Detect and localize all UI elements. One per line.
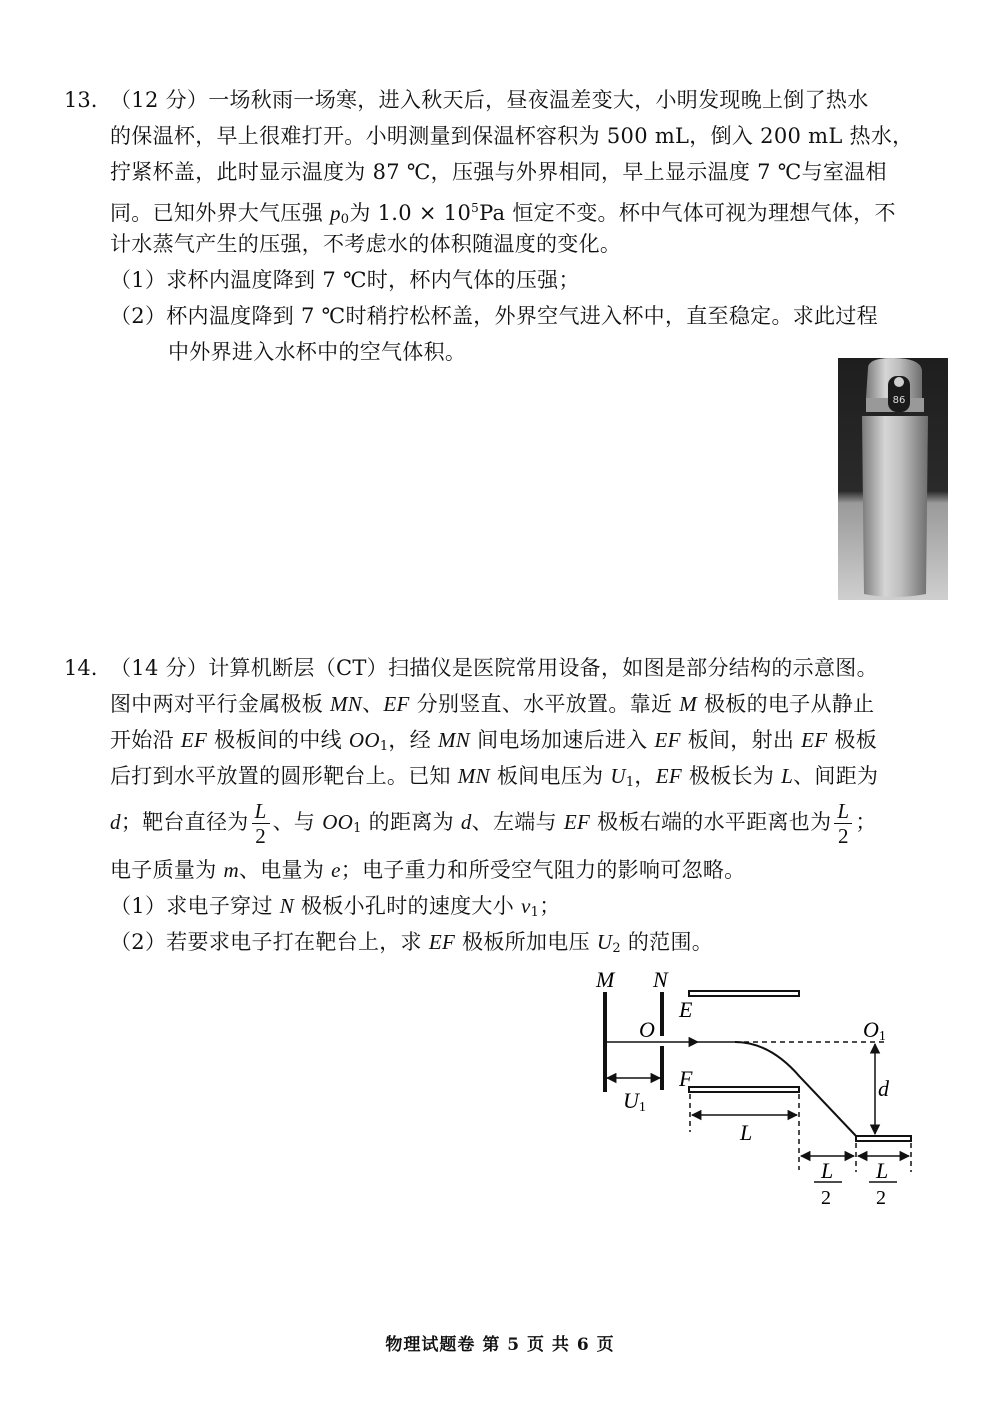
label-N: N: [653, 967, 668, 992]
question-number: 13.: [64, 88, 98, 112]
ct-scanner-diagram: [580, 960, 920, 1210]
q13-subquestion-2: （2）杯内温度降到 7 ℃时稍拧松杯盖，外界空气进入杯中，直至稳定。求此过程: [110, 304, 878, 328]
q14-line-4: 后打到水平放置的圆形靶台上。已知 MN 板间电压为 $U_1$，EF 极板长为 L、间距为: [110, 764, 879, 790]
label-U1: U1: [623, 1088, 646, 1115]
label-L: L: [740, 1120, 753, 1145]
label-O: O: [639, 1017, 655, 1042]
label-d: d: [878, 1076, 889, 1101]
q13-line-4: 同。已知外界大气压强 $p_0$为 $1.0 \times 10^5Pa$ 恒定不变。杯中气体可视为理想气体，不: [110, 201, 896, 227]
q14-subquestion-2: （2）若要求电子打在靶台上，求 EF 极板所加电压 $U_2$ 的范围。: [110, 930, 714, 956]
q14-line-5: d；靶台直径为 $\frac{L}{2}$ 、与 $OO_1$ 的距离为 d、左端与 EF 极板右端的水平距离也为 $\frac{L}{2}$ ；: [110, 799, 877, 848]
q13-line-5: 计水蒸气产生的压强，不考虑水的体积随温度的变化。: [110, 232, 622, 256]
q13-line-2: 的保温杯，早上很难打开。小明测量到保温杯容积为 500 mL，倒入 200 mL 热水，: [110, 124, 914, 148]
q13-subquestion-2-cont: 中外界进入水杯中的空气体积。: [168, 340, 467, 364]
label-half-L-den-1: 2: [821, 1187, 831, 1209]
question-number: 14.: [64, 656, 98, 680]
q14-line-1: （14 分）计算机断层（CT）扫描仪是医院常用设备，如图是部分结构的示意图。: [110, 656, 878, 680]
q14-line-6: 电子质量为 m、电量为 e；电子重力和所受空气阻力的影响可忽略。: [110, 858, 746, 882]
svg-text:86: 86: [892, 395, 906, 406]
label-half-L-num-2: L: [876, 1158, 889, 1183]
q14-line-3: 开始沿 EF 极板间的中线 $OO_1$，经 MN 间电场加速后进入 EF 板间，射出 EF 极板: [110, 728, 878, 754]
label-F: F: [679, 1066, 693, 1091]
label-half-L-den-2: 2: [876, 1187, 886, 1209]
q13-subquestion-1: （1）求杯内温度降到 7 ℃时，杯内气体的压强；: [110, 268, 580, 292]
thermos-bottle-photo: [838, 358, 948, 600]
label-half-L-num-1: L: [821, 1158, 834, 1183]
label-M: M: [596, 967, 615, 992]
q14-line-2: 图中两对平行金属极板 MN、EF 分别竖直、水平放置。靠近 M 极板的电子从静止: [110, 692, 875, 716]
label-E: E: [679, 997, 693, 1022]
page-footer: 物理试题卷 第 5 页 共 6 页: [385, 1335, 615, 1355]
q14-subquestion-1: （1）求电子穿过 N 极板小孔时的速度大小 $v_1$；: [110, 894, 561, 920]
fraction-L-over-2: $\frac{L}{2}$: [834, 799, 852, 848]
fraction-L-over-2: $\frac{L}{2}$: [252, 799, 270, 848]
label-O1: O1: [863, 1017, 886, 1044]
q13-line-3: 拧紧杯盖，此时显示温度为 87 ℃，压强与外界相同，早上显示温度 7 ℃与室温相: [110, 160, 887, 184]
q13-line-1: （12 分）一场秋雨一场寒，进入秋天后，昼夜温差变大，小明发现晚上倒了热水: [110, 88, 869, 112]
